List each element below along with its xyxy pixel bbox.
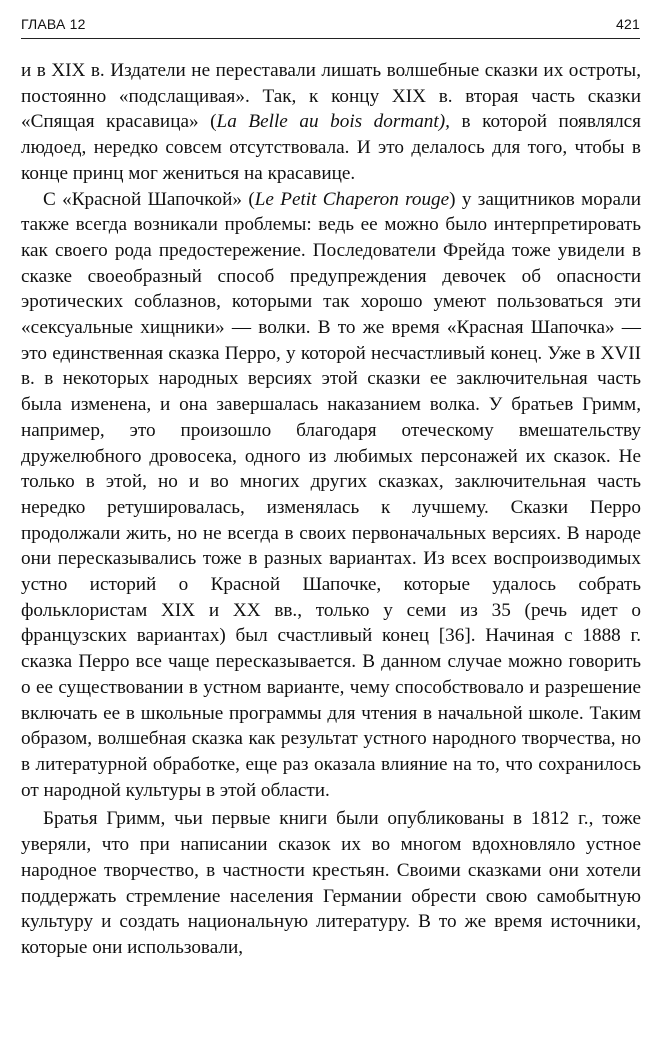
italic-title: Le Petit Chaperon rouge [254, 188, 450, 210]
italic-title: La Belle au bois dormant), [216, 111, 450, 133]
page-number: 421 [616, 16, 640, 32]
paragraph-segment: ) у защитников морали также всегда возникали проблемы: ведь ее можно было интерпретировать как своего рода предостережение. Последователи Фрейда тоже увидели в сказке своеобразный способ предупреждения девочек об опасности эротических соблазнов, которыми так хорошо умеют пользоваться эти «сексуальные хищники» — волки. В то же время «Красная Шапочка» — это единственная сказка Перро, у которой несчастливый конец. Уже в XVII в. в некоторых народных версиях этой сказки ее заключительная часть была изменена, и она завершалась наказанием волка. У братьев Гримм, например, это произошло благодаря отеческому вмешательству дружелюбного дровосека, одного из любимых персонажей их сказок. Не только в этой, но и во многих других сказках, заключительная часть нередко ретушировалась, изменялась к лучшему. Сказки Перро продолжали жить, но не всегда в своих первоначальных версиях. В народе они пересказывались тоже в разных вариантах. Из всех воспроизводимых устно историй о Красной Шапочке, которые удалось собрать фольклористам XIX и XX вв., только у семи из 35 (речь идет о французских вариантах) был счастливый конец [36]. Начиная с 1888 г. сказка Перро все чаще пересказывается. В данном случае можно говорить о ее существовании в устном варианте, чему способствовало и разрешение включать ее в школьные программы для чтения в начальной школе. Таким образом, волшебная сказка как результат устного народного творчества, но в литературной обработке, еще раз оказала влияние на то, что сохранилось от народной культуры в этой области. [21, 188, 642, 801]
paragraph-segment: Братья Гримм, чьи первые книги были опубликованы в 1812 г., тоже уверяли, что при написании сказок их во многом вдохновляло устное народное творчество, в частности крестьян. Своими сказками они хотели поддержать стремление населения Германии обрести свою самобытную культуру и создать национальную литературу. В то же время источники, которые они использовали, [21, 808, 641, 958]
running-header [21, 12, 640, 39]
paragraph-segment: в которой появлялся людоед, нередко совсем отсутствовала. И это делалось для того, чтобы в конце принц мог жениться на красавице. [21, 111, 641, 184]
paragraph-little-red-riding-hood [21, 187, 641, 804]
paragraph-continuation [21, 58, 641, 187]
body-text [21, 58, 641, 961]
paragraph-brothers-grimm [21, 806, 641, 960]
chapter-title: ГЛАВА 12 [21, 16, 86, 32]
paragraph-segment: С «Красной Шапочкой» ( [43, 188, 255, 210]
paragraph-segment: и в XIX в. Издатели не переставали лишать волшебные сказки их остроты, постоянно «подслащивая». Так, к концу XIX в. вторая часть сказки «Спящая красавица» ( [21, 60, 641, 133]
